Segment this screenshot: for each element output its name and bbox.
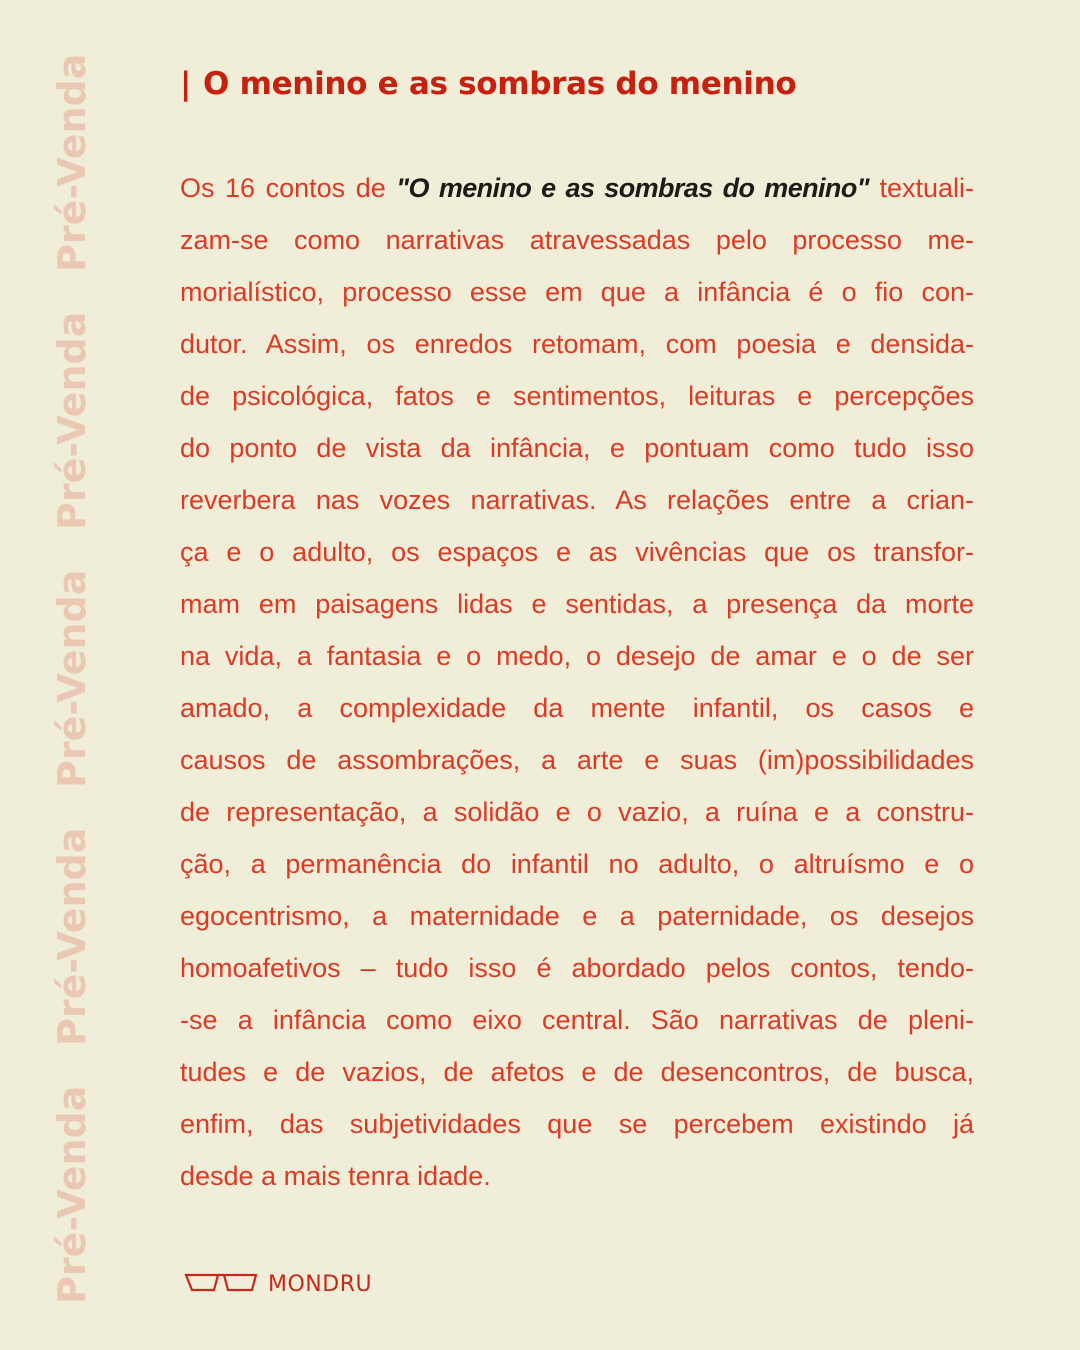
page-title — [180, 66, 796, 102]
side-watermark-track — [48, 0, 96, 1350]
paragraph-line: na vida, a fantasia e o medo, o desejo de amar e o de ser — [180, 641, 974, 671]
paragraph-line: causos de assombrações, a arte e suas (im)possibilidades — [180, 745, 974, 775]
title-text: O menino e as sombras do menino — [203, 66, 797, 102]
paragraph-line: desde a mais tenra idade. — [180, 1161, 491, 1191]
paragraph-line: reverbera nas vozes narrativas. As relações entre a crian- — [180, 485, 974, 515]
paragraph-line — [180, 162, 974, 214]
line-text: textuali- — [868, 173, 975, 203]
book-title-emphasis: "O menino e as sombras do menino" — [396, 173, 869, 203]
paragraph-line: do ponto de vista da infância, e pontuam como tudo isso — [180, 433, 974, 463]
paragraph-line: morialístico, processo esse em que a infância é o fio con- — [180, 277, 974, 307]
paragraph-line: ção, a permanência do infantil no adulto, o altruísmo e o — [180, 849, 974, 879]
paragraph-line: zam-se como narrativas atravessadas pelo processo me- — [180, 225, 974, 255]
paragraph-line: homoafetivos – tudo isso é abordado pelos contos, tendo- — [180, 953, 974, 983]
pre-venda-label: Pré-Venda — [50, 827, 94, 1046]
side-watermark — [48, 0, 96, 1350]
pre-venda-label: Pré-Venda — [50, 311, 94, 530]
paragraph-line: de representação, a solidão e o vazio, a ruína e a constru- — [180, 797, 974, 827]
brand-logo — [184, 1272, 372, 1297]
paragraph-line: de psicológica, fatos e sentimentos, leituras e percepções — [180, 381, 974, 411]
paragraph-line: egocentrismo, a maternidade e a paternidade, os desejos — [180, 901, 974, 931]
brand-name: MONDRU — [268, 1272, 373, 1297]
pre-venda-label: Pré-Venda — [50, 569, 94, 788]
paragraph-line: mam em paisagens lidas e sentidas, a presença da morte — [180, 589, 974, 619]
paragraph-line: ça e o adulto, os espaços e as vivências que os transfor- — [180, 537, 974, 567]
glasses-logo-icon — [184, 1272, 258, 1297]
pre-venda-label: Pré-Venda — [50, 53, 94, 272]
paragraph-line: amado, a complexidade da mente infantil, os casos e — [180, 693, 974, 723]
synopsis-paragraph — [180, 162, 974, 1202]
title-bar-marker: | — [180, 66, 192, 102]
paragraph-line: tudes e de vazios, de afetos e de desencontros, de busca, — [180, 1057, 974, 1087]
paragraph-line: enfim, das subjetividades que se percebem existindo já — [180, 1109, 974, 1139]
paragraph-line: dutor. Assim, os enredos retomam, com poesia e densida- — [180, 329, 974, 359]
line-text: Os 16 contos de — [180, 173, 397, 203]
paragraph-line: -se a infância como eixo central. São narrativas de pleni- — [180, 1005, 974, 1035]
pre-venda-label: Pré-Venda — [50, 1085, 94, 1304]
